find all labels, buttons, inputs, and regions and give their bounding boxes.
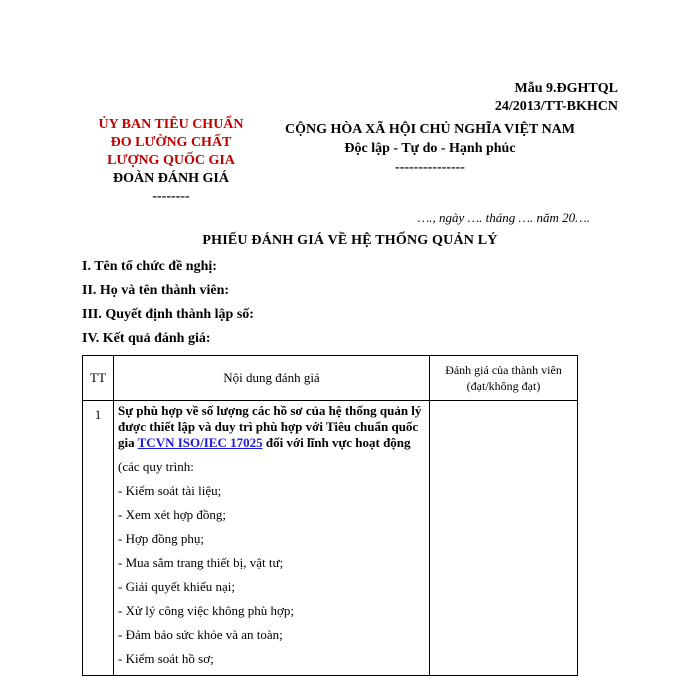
- list-item: - Hợp đồng phụ;: [118, 531, 204, 546]
- form-code-line1: Mẫu 9.ĐGHTQL: [514, 81, 618, 96]
- field-member-name: II. Họ và tên thành viên:: [82, 283, 230, 298]
- table-row: [83, 401, 578, 676]
- row-content: [114, 401, 430, 676]
- list-item: - Mua sắm trang thiết bị, vật tư;: [118, 555, 284, 570]
- list-item: - Xử lý công việc không phù hợp;: [118, 603, 295, 618]
- list-item: (các quy trình:: [118, 459, 194, 474]
- row-evaluation-cell[interactable]: [430, 401, 578, 676]
- agency-name-line1: ỦY BAN TIÊU CHUẨN: [98, 117, 244, 132]
- agency-name-line3: LƯỢNG QUỐC GIA: [107, 153, 235, 168]
- row-lead-text: [118, 403, 425, 451]
- team-name: ĐOÀN ĐÁNH GIÁ: [113, 171, 229, 186]
- header-evaluation: [430, 356, 578, 401]
- form-fields: [82, 257, 254, 353]
- field-decision-number: III. Quyết định thành lập số:: [82, 307, 254, 322]
- document-title: PHIẾU ĐÁNH GIÁ VỀ HỆ THỐNG QUẢN LÝ: [202, 233, 498, 248]
- list-item: - Giải quyết khiếu nại;: [118, 579, 235, 594]
- field-result: IV. Kết quả đánh giá:: [82, 331, 211, 346]
- list-item: - Kiểm soát hồ sơ;: [118, 651, 214, 666]
- date-line: …., ngày …. tháng …. năm 20….: [417, 210, 590, 225]
- field-organization: I. Tên tổ chức đề nghị:: [82, 259, 217, 274]
- header-evaluation-line1: Đánh giá của thành viên: [445, 363, 562, 377]
- team-divider: --------: [152, 189, 190, 204]
- evaluation-table: [82, 355, 578, 676]
- lead-text-before: Sự phù hợp về số lượng các hồ sơ của hệ thống quản lý được thiết lập và duy trì phù hợp với Tiêu chuẩn quốc gia: [118, 403, 422, 450]
- list-item: - Xem xét hợp đồng;: [118, 507, 226, 522]
- row-number: 1: [83, 401, 114, 676]
- header-tt: TT: [83, 356, 114, 401]
- standard-link[interactable]: TCVN ISO/IEC 17025: [137, 435, 263, 450]
- agency-name-line2: ĐO LƯỜNG CHẤT: [110, 135, 232, 150]
- motto-divider: ---------------: [395, 160, 465, 175]
- motto: Độc lập - Tự do - Hạnh phúc: [344, 141, 516, 156]
- lead-text-after: đối với lĩnh vực hoạt động: [262, 435, 411, 450]
- agency-block: [86, 116, 256, 206]
- form-code-line2: 24/2013/TT-BKHCN: [494, 99, 618, 114]
- list-item: - Đảm bảo sức khỏe và an toàn;: [118, 627, 283, 642]
- list-item: - Kiểm soát tài liệu;: [118, 483, 222, 498]
- header-evaluation-line2: (đạt/không đạt): [466, 379, 541, 393]
- nation-name: CỘNG HÒA XÃ HỘI CHỦ NGHĨA VIỆT NAM: [284, 122, 575, 137]
- table-header-row: [83, 356, 578, 401]
- nation-block: [280, 120, 580, 177]
- form-code: [495, 80, 618, 116]
- header-content: Nội dung đánh giá: [114, 356, 430, 401]
